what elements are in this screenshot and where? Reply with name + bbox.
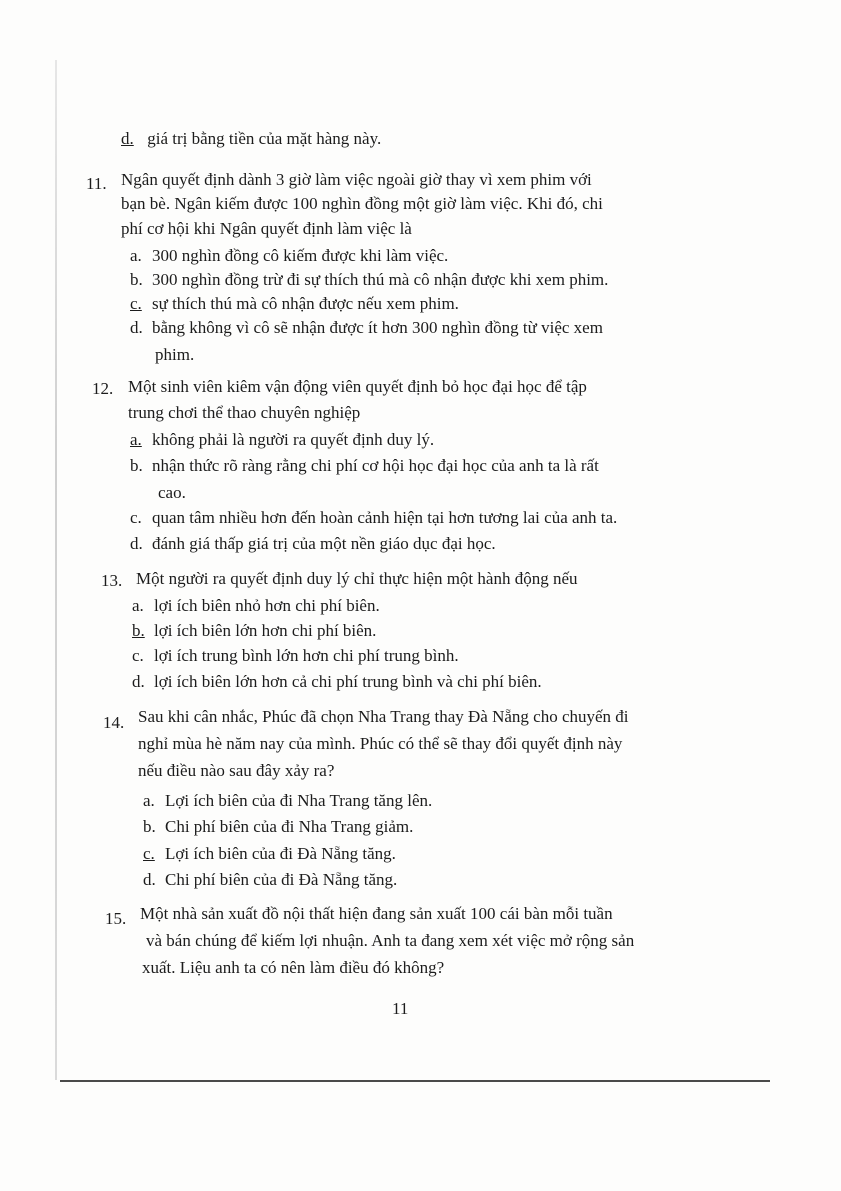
question-14-option-d: d. Chi phí biên của đi Đà Nẵng tăng. — [143, 870, 398, 889]
question-12-line-1: Một sinh viên kiêm vận động viên quyết định bỏ học đại học để tập — [128, 377, 587, 396]
question-11-line-1: Ngân quyết định dành 3 giờ làm việc ngoài giờ thay vì xem phim với — [121, 170, 592, 189]
page-number: 11 — [392, 999, 409, 1018]
question-13-option-a: a. lợi ích biên nhỏ hơn chi phí biên. — [132, 596, 380, 615]
question-14-option-a: a. Lợi ích biên của đi Nha Trang tăng lên. — [143, 791, 433, 810]
question-14-option-b: b. Chi phí biên của đi Nha Trang giảm. — [143, 817, 414, 836]
question-15-line-1: Một nhà sản xuất đồ nội thất hiện đang sản xuất 100 cái bàn mỗi tuần — [140, 904, 613, 923]
question-13-option-d: d. lợi ích biên lớn hơn cả chi phí trung bình và chi phí biên. — [132, 672, 542, 691]
question-12-option-c: c. quan tâm nhiều hơn đến hoàn cảnh hiện tại hơn tương lai của anh ta. — [130, 508, 618, 527]
question-11-option-b: b. 300 nghìn đồng trừ đi sự thích thú mà cô nhận được khi xem phim. — [130, 270, 609, 289]
question-11-option-d-cont: phim. — [155, 345, 195, 364]
question-11-option-d: d. bằng không vì cô sẽ nhận được ít hơn 300 nghìn đồng từ việc xem — [130, 318, 603, 337]
question-14-number: 14. — [103, 713, 125, 732]
question-14-option-c: c. Lợi ích biên của đi Đà Nẵng tăng. — [143, 844, 396, 863]
question-11-line-3: phí cơ hội khi Ngân quyết định làm việc là — [121, 219, 412, 238]
question-15-line-2: và bán chúng để kiếm lợi nhuận. Anh ta đang xem xét việc mở rộng sản — [146, 931, 635, 950]
question-12-option-b: b. nhận thức rõ ràng rằng chi phí cơ hội học đại học của anh ta là rất — [130, 456, 599, 475]
question-13-number: 13. — [101, 571, 123, 590]
question-15-line-3: xuất. Liệu anh ta có nên làm điều đó không? — [142, 958, 445, 977]
question-13-option-b: b. lợi ích biên lớn hơn chi phí biên. — [132, 621, 377, 640]
scan-left-edge — [55, 60, 57, 1080]
question-13-line-1: Một người ra quyết định duy lý chỉ thực hiện một hành động nếu — [136, 569, 578, 588]
question-14-line-2: nghỉ mùa hè năm nay của mình. Phúc có thể sẽ thay đổi quyết định này — [138, 734, 623, 753]
question-11-option-a: a. 300 nghìn đồng cô kiếm được khi làm việc. — [130, 246, 449, 265]
question-14-line-3: nếu điều nào sau đây xảy ra? — [138, 761, 335, 780]
question-12-option-a: a. không phải là người ra quyết định duy lý. — [130, 430, 435, 449]
question-11-number: 11. — [86, 174, 107, 193]
question-12-option-d: d. đánh giá thấp giá trị của một nền giáo dục đại học. — [130, 534, 496, 553]
question-11-option-c: c. sự thích thú mà cô nhận được nếu xem phim. — [130, 294, 459, 313]
prev-option-d: d. giá trị bằng tiền của mặt hàng này. — [121, 129, 382, 148]
question-15-number: 15. — [105, 909, 127, 928]
question-13-option-c: c. lợi ích trung bình lớn hơn chi phí trung bình. — [132, 646, 459, 665]
question-14-line-1: Sau khi cân nhắc, Phúc đã chọn Nha Trang thay Đà Nẵng cho chuyến đi — [138, 707, 629, 726]
bottom-rule — [60, 1080, 770, 1082]
question-12-line-2: trung chơi thể thao chuyên nghiệp — [128, 403, 361, 422]
question-12-number: 12. — [92, 379, 114, 398]
question-12-option-b-cont: cao. — [158, 483, 186, 502]
question-11-line-2: bạn bè. Ngân kiếm được 100 nghìn đồng một giờ làm việc. Khi đó, chi — [121, 194, 603, 213]
